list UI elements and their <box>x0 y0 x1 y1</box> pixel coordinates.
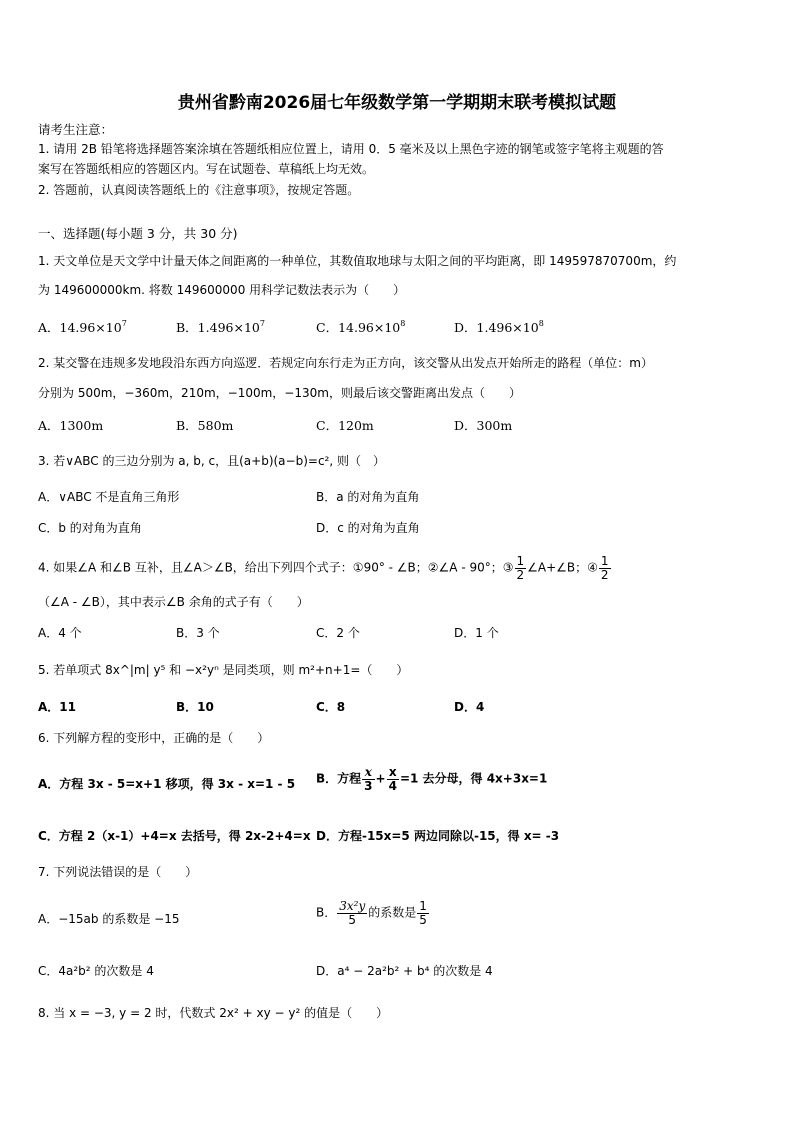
q4-option-a: A．4 个 <box>38 626 82 640</box>
q1-option-b: B．$1.496\times 10^7$ <box>176 319 265 335</box>
q2-option-a: A．1300m <box>38 418 104 433</box>
q5-option-b: B．10 <box>176 700 214 714</box>
q6-stem: 6. 下列解方程的变形中，正确的是（ ） <box>38 731 270 745</box>
q3-option-a: A．∨ABC 不是直角三角形 <box>38 490 180 504</box>
q6-fraction-1: $\frac{x}{3}$ <box>364 765 373 793</box>
q2-line-2: 分别为 500m，−360m，210m，−100m，−130m，则最后该交警距离出发点（ ） <box>38 386 521 400</box>
q4-fraction-1: $\frac{1}{2}$ <box>516 554 525 582</box>
q5-option-a: A．11 <box>38 700 76 714</box>
q7-option-b: B． $\frac{\text{3x²y}}{5}$ 的系数是 $\frac{1}{5}$ <box>316 899 427 927</box>
q7-fraction-2: $\frac{1}{5}$ <box>419 899 427 927</box>
q5-stem: 5. 若单项式 8x^|m| y⁵ 和 −x²yⁿ 是同类项，则 m²+n+1=（ ） <box>38 663 409 677</box>
notice-item-1-line-2: 案写在答题纸相应的答题区内。写在试题卷、草稿纸上均无效。 <box>38 162 375 176</box>
q6-option-a: A．方程 3x - 5=x+1 移项，得 3x - x=1 - 5 <box>38 777 296 791</box>
q4-option-c: C．2 个 <box>316 626 360 640</box>
q5-option-c: C．8 <box>316 700 346 714</box>
q7-stem: 7. 下列说法错误的是（ ） <box>38 865 198 879</box>
q2-option-c: C．120m <box>316 418 374 433</box>
q2-option-d: D．300m <box>454 418 513 433</box>
notice-heading: 请考生注意： <box>38 122 114 137</box>
q5-option-d: D．4 <box>454 700 485 714</box>
q3-option-c: C．b 的对角为直角 <box>38 521 142 535</box>
notice-item-2: 2. 答题前，认真阅读答题纸上的《注意事项》，按规定答题。 <box>38 183 360 197</box>
q1-line-1: 1. 天文单位是天文学中计量天体之间距离的一种单位，其数值取地球与太阳之间的平均距离，即 149597870700m，约 <box>38 254 677 268</box>
q8-stem: 8. 当 x = −3, y = 2 时，代数式 2x² + xy − y² 的值是（ ） <box>38 1006 389 1020</box>
q7-option-a: A．−15ab 的系数是 −15 <box>38 912 180 926</box>
page-title: 贵州省黔南2026届七年级数学第一学期期末联考模拟试题 <box>177 93 617 113</box>
q6-option-b: B．方程 $\frac{x}{3}$ + $\frac{x}{4}$ =1 去分母，得 4x+3x=1 <box>316 765 548 793</box>
q6-option-c: C．方程 2（x-1）+4=x 去括号，得 2x-2+4=x <box>38 829 311 843</box>
q7-option-c: C．4a²b² 的次数是 4 <box>38 964 154 978</box>
q3-option-b: B．a 的对角为直角 <box>316 490 420 504</box>
q4-option-b: B．3 个 <box>176 626 220 640</box>
q1-option-a: A．$14.96\times 10^7$ <box>38 319 127 335</box>
q1-line-2: 为 149600000km. 将数 149600000 用科学记数法表示为（ ） <box>38 283 406 297</box>
q6-option-d: D．方程-15x=5 两边同除以-15，得 x= -3 <box>316 829 560 843</box>
q3-option-d: D．c 的对角为直角 <box>316 521 420 535</box>
q7-option-d: D．a⁴ − 2a²b² + b⁴ 的次数是 4 <box>316 964 493 978</box>
q2-option-b: B．580m <box>176 418 234 433</box>
q4-line-1: 4. 如果∠A 和∠B 互补，且∠A＞∠B，给出下列四个式子：①90° - ∠B；②∠A - 90°；③ $\frac{1}{2}$ ∠A+∠B；④ $\frac{1}{2}$ <box>38 554 609 582</box>
q2-line-1: 2. 某交警在违规多发地段沿东西方向巡逻．若规定向东行走为正方向，该交警从出发点开始所走的路程（单位：m） <box>38 356 653 370</box>
notice-item-1-line-1: 1. 请用 2B 铅笔将选择题答案涂填在答题纸相应位置上，请用 0．5 毫米及以上黑色字迹的钢笔或签字笔将主观题的答 <box>38 142 664 156</box>
q4-option-d: D．1 个 <box>454 626 499 640</box>
q6-fraction-2: $\frac{x}{4}$ <box>388 765 397 793</box>
q1-option-d: D．$1.496\times 10^8$ <box>454 319 544 335</box>
q3-stem: 3. 若∨ABC 的三边分别为 a, b, c，且(a+b)(a−b)=c², 则（ ） <box>38 454 385 468</box>
q4-fraction-2: $\frac{1}{2}$ <box>600 554 609 582</box>
section-heading: 一、选择题(每小题 3 分，共 30 分) <box>38 226 238 241</box>
q4-line-2: （∠A - ∠B），其中表示∠B 余角的式子有（ ） <box>38 595 309 609</box>
q7-fraction-1: $\frac{\text{3x²y}}{5}$ <box>339 899 366 927</box>
q1-option-c: C．$14.96\times 10^8$ <box>316 319 406 335</box>
